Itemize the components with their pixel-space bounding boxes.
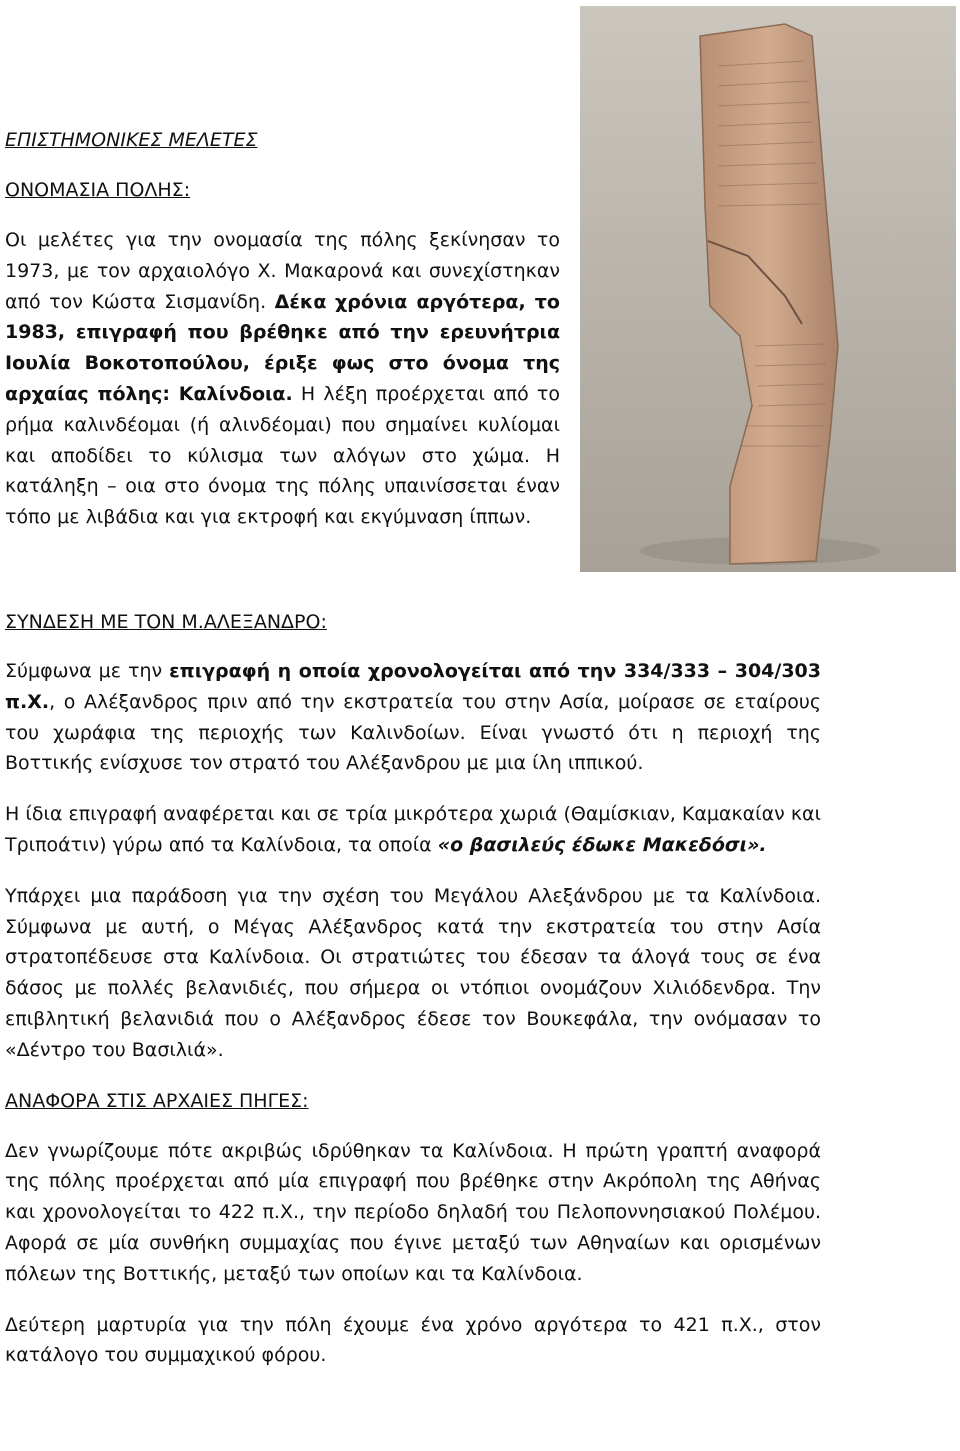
text-run: Σύμφωνα με την <box>5 660 170 682</box>
text-run-bold: Δέκα <box>274 290 327 313</box>
paragraph-sources-2: Δεύτερη μαρτυρία για την πόλη έχουμε ένα χρόνο αργότερα το 421 π.Χ., στον κατάλογο του συμμαχικού φόρου. <box>5 1313 821 1367</box>
paragraph-alexander-3: Υπάρχει μια παράδοση για την σχέση του Μεγάλου Αλεξάνδρου με τα Καλίνδοια. Σύμφωνα με αυτή, ο Μέγας Αλέξανδρος κατά την εκστρατεία του στην Ασία στρατοπέδευσε στα Καλίνδοια. Οι στρατιώτες του έδεσαν τα άλογά τους σε ένα δάσος με πολλές βελανιδιές, που σήμερα οι ντόπιοι ονομάζουν Χιλιόδενδρα. Την επιβλητική βελανιδιά που ο Αλέξανδρος έδεσε τον Βουκεφάλα, την ονόμασαν το «Δέντρο του Βασιλιά». <box>5 884 821 1061</box>
text-run: Η ίδια επιγραφή αναφέρεται και σε τρία μικρότερα χωριά (Θαμίσκιαν, Καμακαίαν και Τριποάτιν) γύρω από τα Καλίνδοια, τα οποία <box>5 803 821 856</box>
text-run-bold: χρόνια αργότερα, το 1983, επιγραφή που βρέθηκε από την ερευνήτρια Ιουλία Βοκοτοπούλου, έριξε φως στο όνομα της αρχαίας πόλης: Καλίνδοια. <box>5 290 560 405</box>
heading-city-name: ΟΝΟΜΑΣΙΑ ΠΟΛΗΣ: <box>5 179 191 201</box>
paragraph-alexander-1 <box>5 656 821 779</box>
paragraph-alexander-2 <box>5 799 821 861</box>
heading-alexander: ΣΥΝΔΕΣΗ ΜΕ ΤΟΝ Μ.ΑΛΕΞΑΝΔΡΟ: <box>5 611 327 633</box>
paragraph-sources-1: Δεν γνωρίζουμε πότε ακριβώς ιδρύθηκαν τα Καλίνδοια. Η πρώτη γραπτή αναφορά της πόλης προέρχεται από μία επιγραφή που βρέθηκε στην Ακρόπολη της Αθήνας και χρονολογείται το 422 π.Χ., την περίοδο δηλαδή του Πελοποννησιακού Πολέμου. Αφορά σε μία συνθήκη συμμαχίας που έγινε μεταξύ των Αθηναίων και ορισμένων πόλεων της Βοττικής, μεταξύ των οποίων και τα Καλίνδοια. <box>5 1139 821 1285</box>
stele-image <box>580 6 956 572</box>
body-column <box>5 656 821 1391</box>
heading-sources: ΑΝΑΦΟΡΑ ΣΤΙΣ ΑΡΧΑΙΕΣ ΠΗΓΕΣ: <box>5 1089 309 1112</box>
text-run-bold-italic: «ο βασιλεύς έδωκε Μακεδόσι». <box>437 833 767 856</box>
text-run: Η λέξη προέρχεται από το ρήμα καλινδέομαι (ή αλινδέομαι) που σημαίνει κυλίομαι και αποδίδει το κύλισμα των αλόγων στο χώμα. Η κατάληξη – οια στο όνομα της πόλης υπαινίσσεται έναν τόπο με λιβάδια και για εκτροφή και εκγύμναση ίππων. <box>5 382 560 529</box>
text-run: , ο Αλέξανδρος πριν από την εκστρατεία του στην Ασία, μοίρασε σε εταίρους του χωράφια της περιοχής των Καλινδοίων. Είναι γνωστό ότι η περιοχή της Βοττικής ενίσχυσε τον στρατό του Αλέξανδρου με μια ίλη ιππικού. <box>5 690 821 775</box>
text-run: Οι μελέτες για την ονομασία της πόλης ξεκίνησαν το 1973, με τον αρχαιολόγο Χ. Μακαρονά και συνεχίστηκαν από τον Κώστα Σισμανίδη. <box>5 229 560 313</box>
text-run-bold: επιγραφή η οποία χρονολογείται από την 334/333 – 304/303 π.Χ. <box>5 660 821 713</box>
paragraph-city-name <box>5 225 560 533</box>
document-title: ΕΠΙΣΤΗΜΟΝΙΚΕΣ ΜΕΛΕΤΕΣ <box>5 129 258 151</box>
stele-drawing <box>580 6 956 572</box>
